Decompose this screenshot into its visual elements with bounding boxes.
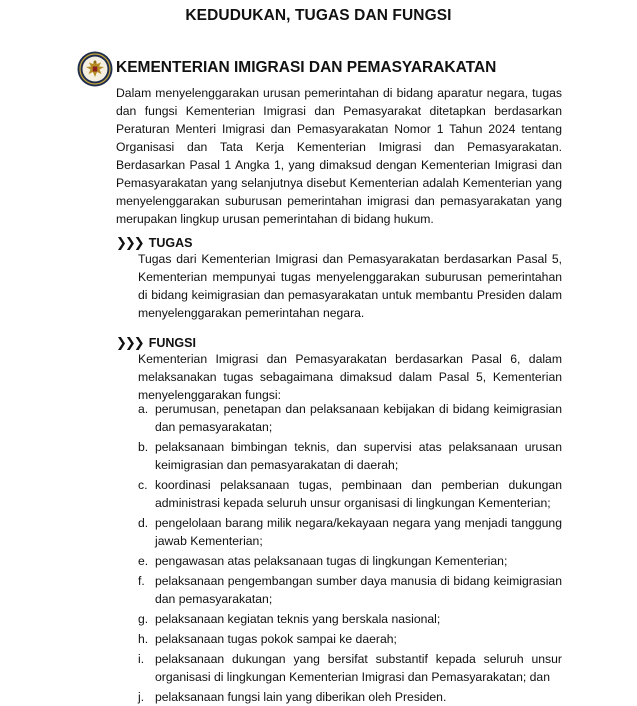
list-marker: j.	[138, 690, 145, 704]
list-item-text: pelaksanaan pengembangan sumber daya manusia di bidang keimigrasian dan pemasyarakatan;	[155, 574, 562, 606]
fungsi-heading-label: FUNGSI	[148, 336, 196, 350]
list-item-text: pelaksanaan tugas pokok sampai ke daerah;	[155, 632, 397, 646]
list-item	[138, 552, 562, 570]
tugas-paragraph: Tugas dari Kementerian Imigrasi dan Pemasyarakatan berdasarkan Pasal 5, Kementerian mempunyai tugas menyelenggarakan suburusan pemerintahan di bidang keimigrasian dan pemasyarakatan untuk membantu Presiden dalam menyelenggarakan pemerintahan negara.	[138, 252, 562, 320]
list-item-text: perumusan, penetapan dan pelaksanaan kebijakan di bidang keimigrasian dan pemasyarakatan;	[155, 402, 562, 434]
list-item-text: pengawasan atas pelaksanaan tugas di lingkungan Kementerian;	[155, 554, 508, 568]
list-item-text: pelaksanaan fungsi lain yang diberikan oleh Presiden.	[155, 690, 447, 704]
list-marker: f.	[138, 574, 145, 588]
list-marker: i.	[138, 652, 145, 666]
list-marker: g.	[138, 612, 149, 626]
garuda-emblem-icon	[77, 51, 113, 87]
intro-paragraph: Dalam menyelenggarakan urusan pemerintahan di bidang aparatur negara, tugas dan fungsi Kementerian Imigrasi dan Pemasyarakat ditetapkan berdasarkan Peraturan Menteri Imigrasi dan Pemasyarakatan Nomor 1 Tahun 2024 tentang Organisasi dan Tata Kerja Kementerian Imigrasi dan Pemasyarakatan. Berdasarkan Pasal 1 Angka 1, yang dimaksud dengan Kementerian Imigrasi dan Pemasyarakatan yang selanjutnya disebut Kementerian adalah Kementerian yang menyelenggarakan suburusan pemerintahan imigrasi dan pemasyarakatan yang merupakan lingkup urusan pemerintahan di bidang hukum.	[116, 86, 562, 226]
list-marker: h.	[138, 632, 149, 646]
double-chevron-right-icon: ❯❯❯	[116, 235, 143, 250]
list-marker: e.	[138, 554, 149, 568]
tugas-heading	[116, 235, 192, 251]
double-chevron-right-icon: ❯❯❯	[116, 335, 143, 350]
list-item-text: koordinasi pelaksanaan tugas, pembinaan dan pemberian dukungan administrasi kepada seluruh unsur organisasi di lingkungan Kementerian;	[155, 478, 562, 510]
list-item	[138, 688, 562, 706]
fungsi-paragraph: Kementerian Imigrasi dan Pemasyarakatan berdasarkan Pasal 6, dalam melaksanakan tugas sebagaimana dimaksud dalam Pasal 5, Kementerian menyelenggarakan fungsi:	[138, 352, 562, 402]
list-item	[138, 476, 562, 512]
list-item	[138, 572, 562, 608]
list-marker: a.	[138, 402, 149, 416]
ministry-heading: KEMENTERIAN IMIGRASI DAN PEMASYARAKATAN	[116, 59, 497, 76]
list-item	[138, 514, 562, 550]
list-item	[138, 630, 562, 648]
list-item-text: pelaksanaan kegiatan teknis yang berskala nasional;	[155, 612, 441, 626]
list-item	[138, 438, 562, 474]
list-marker: b.	[138, 440, 149, 454]
list-item	[138, 400, 562, 436]
list-item-text: pelaksanaan bimbingan teknis, dan supervisi atas pelaksanaan urusan keimigrasian dan pemasyarakatan di daerah;	[155, 440, 562, 472]
tugas-heading-label: TUGAS	[148, 236, 193, 250]
fungsi-heading	[116, 335, 196, 351]
list-item-text: pengelolaan barang milik negara/kekayaan negara yang menjadi tanggung jawab Kementerian;	[155, 516, 562, 548]
fungsi-list	[138, 400, 562, 706]
list-marker: d.	[138, 516, 149, 530]
list-item-text: pelaksanaan dukungan yang bersifat substantif kepada seluruh unsur organisasi di lingkungan Kementerian Imigrasi dan Pemasyarakatan; dan	[155, 652, 562, 684]
page-title: KEDUDUKAN, TUGAS DAN FUNGSI	[185, 7, 452, 24]
list-item	[138, 650, 562, 686]
list-marker: c.	[138, 478, 148, 492]
list-item	[138, 610, 562, 628]
